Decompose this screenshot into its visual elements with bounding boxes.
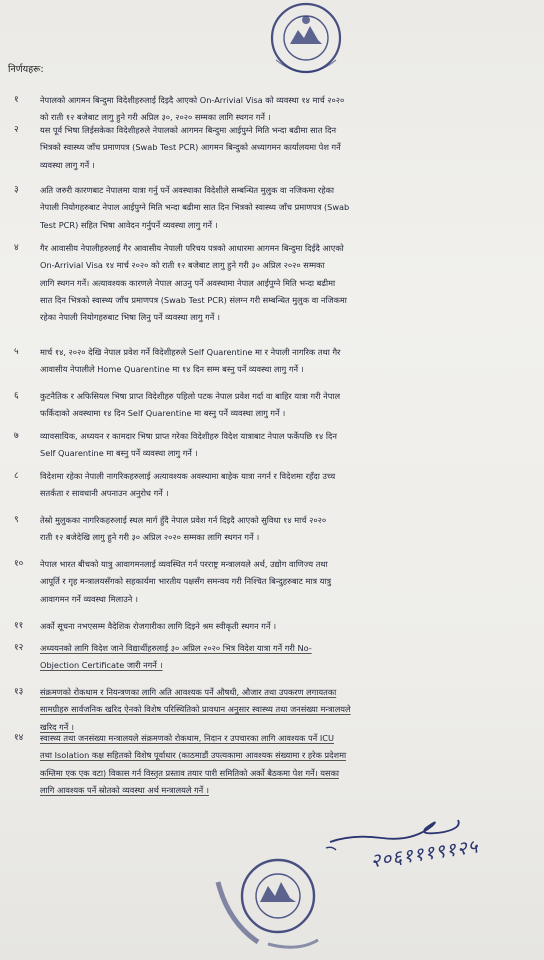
decisions-heading: निर्णयहरू: — [8, 64, 44, 75]
decision-item — [14, 556, 522, 608]
decision-item — [14, 618, 522, 635]
decision-number: ७ — [14, 431, 19, 441]
decision-number: १३ — [14, 687, 24, 697]
decision-number: ५ — [14, 347, 19, 357]
decision-line: अति जरुरी कारणबाट नेपालमा यात्रा गर्नु पर्ने अवस्थाका विदेशीले सम्बन्धित मुलुक वा नजिकमा रहेका — [40, 185, 335, 195]
decision-line: लागि आवश्यक पर्ने स्रोतको व्यवस्था अर्थ मन्त्रालयले गर्ने । — [40, 784, 209, 795]
decision-line: अर्को सूचना नभएसम्म वैदेशिक रोजगारीका लागि दिइने श्रम स्वीकृती स्थगन गर्ने । — [40, 621, 277, 631]
decision-line: आवागमन गर्ने व्यवस्था मिलाउने । — [40, 593, 138, 604]
decision-number: १२ — [14, 643, 24, 653]
decision-line: नेपालको आगमन बिन्दुमा विदेशीहरुलाई दिइदै आएको On-Arrivial Visa को व्यवस्था १४ मार्च २०२० — [40, 95, 345, 105]
decision-item — [14, 240, 522, 326]
decision-line: नेपाली नियोगहरुबाट नेपाल आईपुग्ने मिति भन्दा बढीमा सात दिन भित्रको स्वास्थ्य जाँच प्रमाणपत्र (Swab — [40, 202, 350, 213]
decision-line: फर्किदाको अवस्थामा १४ दिन Self Quarentine मा बस्नु पर्ने व्यवस्था लागु गर्ने । — [40, 408, 286, 419]
decision-item — [14, 512, 522, 547]
decision-line: सतर्कता र सावधानी अपनाउन अनुरोध गर्ने । — [40, 488, 169, 499]
decision-item — [14, 684, 522, 736]
decision-line: Objection Certificate जारी नगर्ने । — [40, 660, 163, 671]
decision-line: रहेका नेपाली नियोगहरुबाट भिषा लिनु पर्ने व्यवस्था लागु गर्ने । — [40, 312, 220, 323]
decision-line: लागि स्थगन गर्ने। अत्यावश्यक कारणले नेपाल आउनु पर्ने अवस्थामा नेपाल आईपुग्ने मिति भन्दा बढीमा — [40, 277, 336, 288]
decision-number: १० — [14, 559, 24, 569]
decision-line: व्यावसायिक, अध्ययन र कामदार भिषा प्राप्त गरेका विदेशीहरु विदेश यात्राबाट नेपाल फर्केपछि १४ दिन — [40, 431, 337, 441]
signature-number: २०६१११९१२५ — [369, 835, 480, 873]
decision-line: संक्रमणको रोकथाम र नियन्त्रणका लागि अति आवश्यक पर्ने औषधी, औजार तथा उपकरण लगायतका — [40, 687, 337, 697]
decision-line: स्वास्थ्य तथा जनसंख्या मन्त्रालयले संक्रमणको रोकथाम, निदान र उपचारका लागि आवश्यक पर्ने ICU — [40, 733, 334, 743]
decision-number: ८ — [14, 471, 19, 481]
decision-item — [14, 468, 522, 503]
decision-line: भित्रको स्वास्थ्य जाँच प्रमाणपत्र (Swab Test PCR) आगमन बिन्दुको अध्यागमन कार्यालयमा पेश गर्ने — [40, 142, 341, 153]
decision-line: तेस्रो मुलुकका नागरिकहरुलाई स्थल मार्ग हुँदै नेपाल प्रवेश गर्न दिइदै आएको सुविधा १४ मार्च २०२० — [40, 515, 327, 525]
decision-number: १४ — [14, 733, 24, 743]
decision-line: गैर आवासीय नेपालीहरुलाई गैर आवासीय नेपाली परिचय पत्रको आधारमा आगमन बिन्दुमा दिईदै आएको — [40, 243, 344, 253]
decision-line: कम्तिमा एक एक वटा) विकास गर्न विस्तृत प्रस्ताव तयार पारी समितिको अर्को बैठकमा पेश गर्ने। यसका — [40, 767, 340, 778]
decision-number: ११ — [14, 621, 24, 631]
decision-line: यस पूर्व भिषा लिईसकेका विदेशीहरुले नेपालको आगमन बिन्दुमा आईपुग्ने मिति भन्दा बढीमा सात दिन — [40, 125, 337, 135]
decision-item — [14, 344, 522, 379]
decision-number: ६ — [14, 391, 19, 401]
decision-item — [14, 428, 522, 463]
decision-line: सामग्रीहरु सार्वजनिक खरिद ऐनको विशेष परिस्थितिको प्रावधान अनुसार स्वास्थ्य तथा जनसंख्या मन्त्रालयले — [40, 704, 351, 715]
decision-line: अध्ययनको लागि विदेश जाने विद्यार्थीहरुलाई ३० अप्रिल २०२० भित्र विदेश यात्रा गर्ने गरी No- — [40, 643, 312, 653]
decision-line: आपूर्ति र गृह मन्त्रालयसँगको सहकार्यमा भारतीय पक्षसँग समन्वय गरी निश्चित बिन्दुहरुबाट मात्र यात्रु — [40, 576, 332, 587]
decision-line: व्यवस्था लागु गर्ने । — [40, 159, 95, 170]
decision-line: On-Arrivial Visa १४ मार्च २०२० को राती १२ बजेबाट लागु हुने गरी ३० अप्रिल २०२० सम्मका — [40, 260, 325, 271]
decision-line: सात दिन भित्रको स्वास्थ्य जाँच प्रमाणपत्र (Swab Test PCR) संलग्न गरी सम्बन्धित मुलुक वा नजिकमा — [40, 294, 347, 305]
decision-line: तथा Isolation कक्ष सहितको विशेष पूर्वाधार (काठमाडौं उपत्यकामा आवश्यक संख्यामा र हरेक प्रदेशमा — [40, 750, 347, 761]
decision-line: खरिद गर्ने । — [40, 721, 74, 732]
decision-line: आवासीय नेपालीले Home Quarentine मा १४ दिन सम्म बस्नु पर्ने व्यवस्था लागु गर्ने । — [40, 364, 304, 375]
decision-number: २ — [14, 125, 19, 135]
decision-line: Self Quarentine मा बस्नु पर्ने व्यवस्था लागु गर्ने । — [40, 448, 198, 459]
decision-item — [14, 388, 522, 423]
decision-item — [14, 122, 522, 174]
decision-number: ३ — [14, 185, 19, 195]
decision-line: विदेशमा रहेका नेपाली नागरिकहरुलाई अत्यावश्यक अवस्थामा बाहेक यात्रा नगर्न र विदेशमा रहँदा उच्च — [40, 471, 336, 481]
decision-number: ९ — [14, 515, 19, 525]
decision-line: मार्च १४, २०२० देखि नेपाल प्रवेश गर्ने विदेशीहरुले Self Quarentine मा र नेपाली नागरिक तथा गैर — [40, 347, 341, 357]
decision-item — [14, 182, 522, 234]
decision-line: Test PCR) सहित भिषा आवेदन गर्नुपर्ने व्यवस्था लागु गर्ने । — [40, 219, 218, 230]
decision-line: को राती १२ बजेबाट लागु हुने गरी अप्रिल ३०, २०२० सम्मका लागि स्थगन गर्ने । — [40, 112, 271, 123]
decision-item — [14, 730, 522, 799]
decision-number: ४ — [14, 243, 19, 253]
decision-item — [14, 640, 522, 675]
decision-line: कुटनैतिक र अफिसियल भिषा प्राप्त विदेशीहरु पहिलो पटक नेपाल प्रवेश गर्दा वा बाहिर यात्रा गरी नेपाल — [40, 391, 341, 401]
decision-line: राती १२ बजेदेखि लागु हुने गरी ३० अप्रिल २०२० सम्मका लागि स्थगन गर्ने । — [40, 532, 260, 543]
decision-line: नेपाल भारत बीचको यात्रु आवागमनलाई व्यवस्थित गर्न परराष्ट्र मन्त्रालयले अर्थ, उद्योग वाणिज्य तथा — [40, 559, 328, 569]
decision-number: १ — [14, 95, 19, 105]
